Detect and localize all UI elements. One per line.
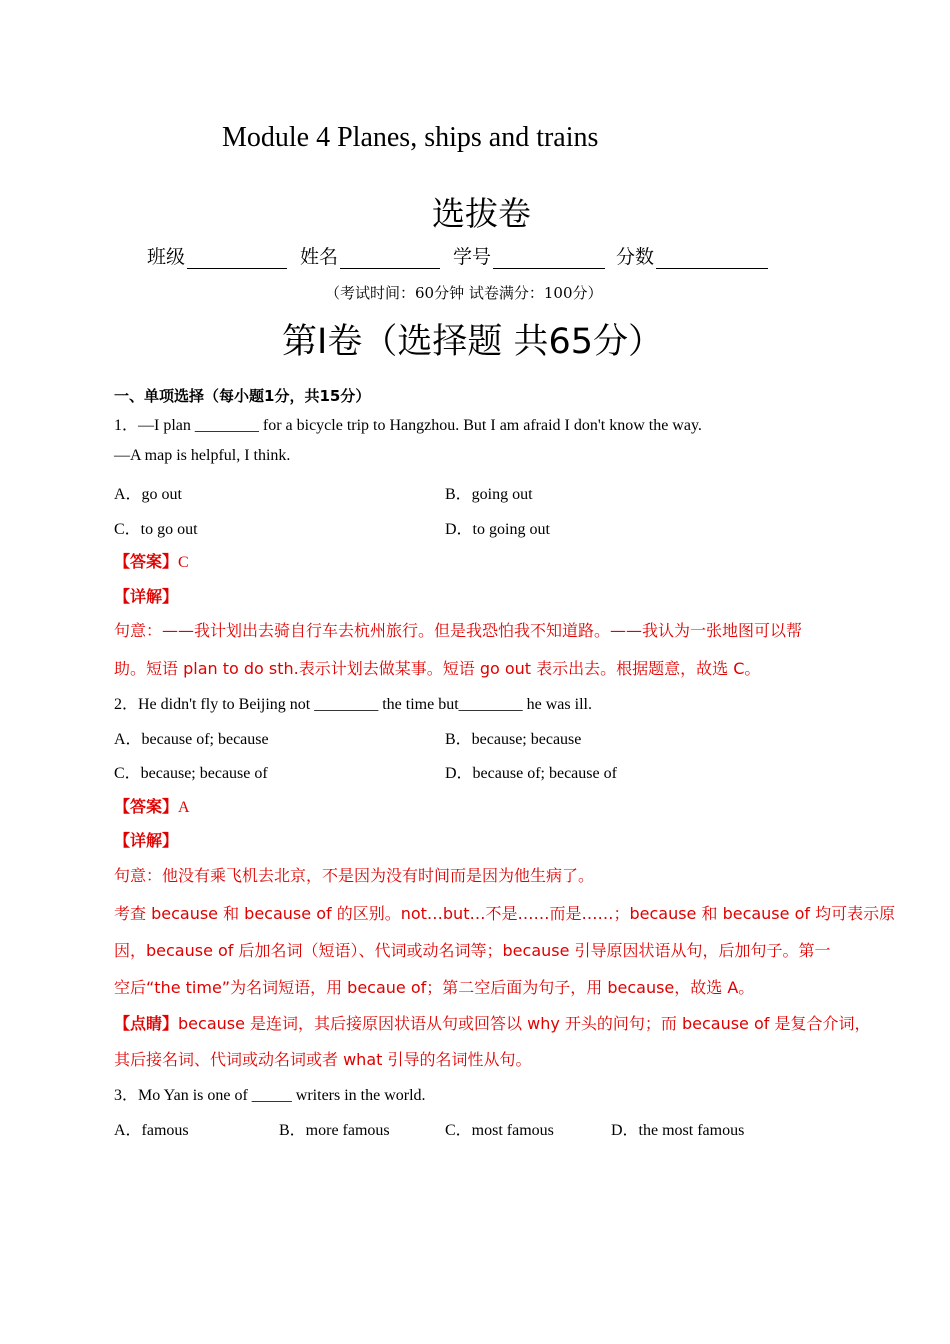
q2-stem: 2．He didn't fly to Beijing not ________ the time but________ he was ill.: [114, 696, 592, 713]
q1-option-c: C．to go out: [114, 521, 198, 538]
volume-title: 第I卷（选择题 共65分）: [282, 322, 663, 362]
q2-explanation-line-3: 因，because of 后加名词（短语）、代词或动名词等；because 引导原因状语从句，后加句子。第一: [114, 941, 831, 960]
q2-tip-line-1: because 是连词，其后接原因状语从句或回答以 why 开头的问句；而 because of 是复合介词，: [178, 1014, 871, 1033]
q3-option-a: A．famous: [114, 1122, 189, 1139]
score-blank: [656, 250, 768, 269]
q1-explanation-line-2: 助。短语 plan to do sth.表示计划去做某事。短语 go out 表示出去。根据题意，故选 C。: [114, 659, 761, 678]
q2-detail-label: 【详解】: [114, 831, 179, 850]
q1-stem: 1．—I plan ________ for a bicycle trip to Hangzhou. But I am afraid I don't know the way.: [114, 417, 702, 434]
q2-option-a: A．because of; because: [114, 731, 269, 748]
q1-detail-label: 【详解】: [114, 587, 179, 606]
student-number-blank: [493, 250, 605, 269]
document-subtitle: 选拔卷: [432, 194, 531, 233]
q3-option-c: C．most famous: [445, 1122, 554, 1139]
class-field: [147, 242, 287, 269]
q2-answer: [114, 794, 190, 817]
q1-option-d: D．to going out: [445, 521, 550, 538]
document-title: Module 4 Planes, ships and trains: [222, 122, 599, 153]
q2-tip-line-2: 其后接名词、代词或动名词或者 what 引导的名词性从句。: [114, 1050, 532, 1069]
q1-option-b: B．going out: [445, 486, 533, 503]
q2-answer-value: A: [178, 799, 190, 816]
q2-answer-label: 【答案】: [114, 797, 179, 816]
student-number-field: [453, 242, 605, 269]
name-label: 姓名: [300, 246, 339, 268]
name-field: [300, 242, 440, 269]
exam-note: （考试时间：60分钟 试卷满分：100分）: [325, 284, 603, 302]
q3-option-d: D．the most famous: [611, 1122, 745, 1139]
q1-answer: [114, 549, 189, 572]
q2-explanation-line-4: 空后“the time”为名词短语，用 becaue of；第二空后面为句子，用 because，故选 A。: [114, 978, 755, 997]
q2-tip: [114, 1011, 871, 1034]
q2-option-b: B．because; because: [445, 731, 582, 748]
q3-option-b: B．more famous: [279, 1122, 390, 1139]
q2-explanation-line-1: 句意：他没有乘飞机去北京，不是因为没有时间而是因为他生病了。: [114, 866, 595, 885]
q1-reply: —A map is helpful, I think.: [114, 447, 291, 464]
q3-stem: 3．Mo Yan is one of _____ writers in the world.: [114, 1087, 426, 1104]
score-label: 分数: [616, 246, 655, 268]
name-blank: [340, 250, 440, 269]
q1-answer-label: 【答案】: [114, 552, 179, 571]
class-label: 班级: [147, 246, 186, 268]
class-blank: [187, 250, 287, 269]
q1-option-a: A．go out: [114, 486, 183, 503]
student-number-label: 学号: [453, 246, 492, 268]
q2-option-c: C．because; because of: [114, 765, 268, 782]
section-heading: 一、单项选择（每小题1分，共15分）: [114, 387, 371, 405]
q2-tip-label: 【点睛】: [114, 1014, 179, 1033]
q2-explanation-line-2: 考查 because 和 because of 的区别。not…but…不是……而是……；because 和 because of 均可表示原: [114, 904, 896, 923]
score-field: [616, 242, 768, 269]
q1-answer-value: C: [178, 554, 189, 571]
q2-option-d: D．because of; because of: [445, 765, 617, 782]
q1-explanation-line-1: 句意：——我计划出去骑自行车去杭州旅行。但是我恐怕我不知道路。——我认为一张地图可以帮: [114, 621, 803, 640]
